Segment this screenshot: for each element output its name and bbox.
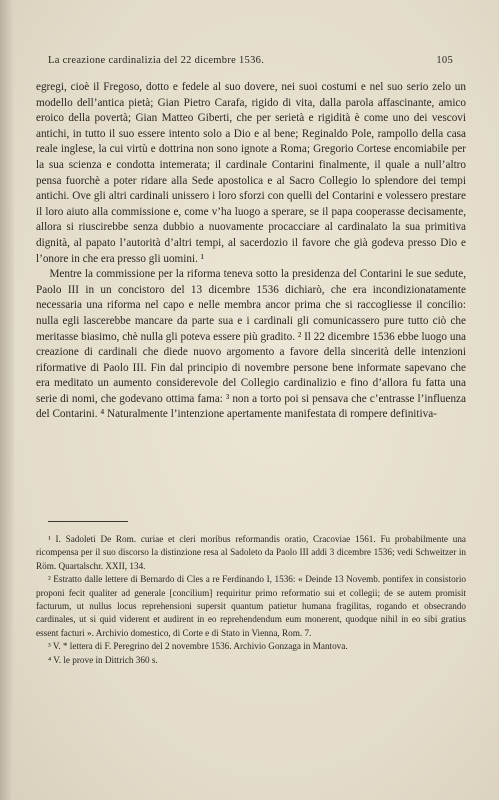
footnote-4: ⁴ V. le prove in Dittrich 360 s. [47,654,158,665]
footnote-separator [48,521,128,522]
page-gutter-shadow [0,0,14,800]
paragraph-2: Mentre la commissione per la riforma teneva sotto la presidenza del Contarini le sue sedute, Paolo III in un concistoro del 13 dicembre 1536 dichiarò, che era incondizionatamente necessaria una riforma nel capo e nelle membra ancor prima che si raccogliesse il concilio: nulla egli lascerebbe mancare da parte sua e i cardinali gli comunicassero pure tutto ciò che meritasse biasimo, chè nulla gli poteva essere più gradito. ² Il 22 dicembre 1536 ebbe luogo una creazione di cardinali che diede nuovo argomento a favore della sincerità delle intenzioni riformative di Paolo III. Fin dal principio di novembre persone bene informate sapevano che era meditato un aumento considerevole del Collegio cardinalizio e fino d’allora fu fatta una serie di nomi, che godevano ottima fama: ³ non a torto poi si pensava che c’entrasse l’influenza del Contarini. ⁴ Naturalmente l’intenzione apertamente manifestata di rompere definitiva- [36,268,466,421]
main-text [36,80,466,423]
page-number: 105 [436,55,453,66]
footnote-3: ³ V. * lettera di F. Peregrino del 2 novembre 1536. Archivio Gonzaga in Mantova. [47,641,348,652]
footnote-2: ² Estratto dalle lettere di Bernardo di Cles a re Ferdinando I, 1536: « Deinde 13 Novemb. pontifex in consistorio proponi fecit qualiter ad generale [concilium] requiritur primo reformatio sui et collegii; de se autem promisit facturum, ut nullus locus reprehensioni supersit quantum patietur humana fragilitas, rogando et obsecrando cardinales, ut si quid viderent et audirent in eo reprehendendum eum monerent, quodque nihil in eo sibi gratius essent facturi ». Archivio domestico, di Corte e di Stato in Vienna, Rom. 7. [36,574,466,638]
footnotes [36,533,466,667]
running-header [48,55,453,66]
footnote-1: ¹ I. Sadoleti De Rom. curiae et cleri moribus reformandis oratio, Cracoviae 1561. Fu probabilmente una ricompensa per il suo discorso la distinzione resa al Sadoleto da Paolo III addì 3 dicembre 1536; vedi Schweitzer in Röm. Quartalschr. XXII, 134. [36,534,466,571]
running-title: La creazione cardinalizia del 22 dicembre 1536. [48,55,265,66]
paragraph-1: egregi, cioè il Fregoso, dotto e fedele al suo dovere, nei suoi costumi e nel suo serio zelo un modello dell’antica pietà; Gian Pietro Carafa, rigido di vita, dalla parola affascinante, amico eroico della povertà; Gian Matteo Giberti, che per serietà e rigidità è come uno dei vescovi antichi, in tutto il suo essere intento solo a Dio e al bene; Reginaldo Pole, rampollo della casa reale inglese, la cui virtù e dottrina non sono ignote a Roma; Gregorio Cortese encomiabile per la sua scienza e condotta intemerata; il cardinale Contarini finalmente, il quale a null’altro pensa fuorchè a poter ridare alla Sede apostolica e al Sacro Collegio lo splendore dei tempi antichi. Ove gli altri cardinali unissero i loro sforzi con quelli del Contarini e volessero prestare il loro aiuto alla commissione e, come v’ha luogo a sperare, se il papa cooperasse decisamente, allora si riuscirebbe senza dubbio a nuovamente procacciare al cardinalato la sua primitiva dignità, al papato l’autorità d’altri tempi, al sacerdozio il favore che già godeva presso Dio e l’onore in che era presso gli uomini. ¹ [36,81,466,265]
